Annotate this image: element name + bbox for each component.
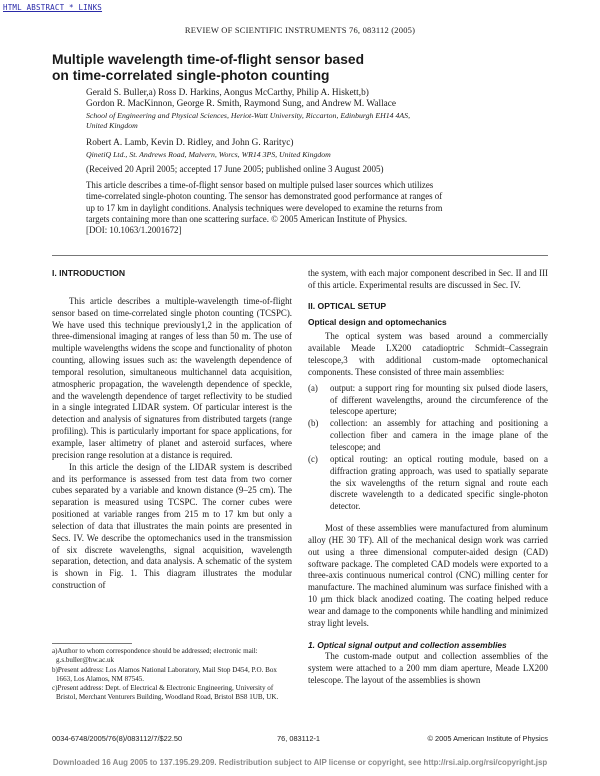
assembly-list-item xyxy=(308,454,548,513)
author-list-2: Robert A. Lamb, Kevin D. Ridley, and John G. Rarityc) xyxy=(86,138,294,148)
footnote-a: a)Author to whom correspondence should be addressed; electronic mail: g.s.buller@hw.ac.uk xyxy=(52,647,258,665)
footer-copyright: © 2005 American Institute of Physics xyxy=(427,734,548,743)
footer-issn: 0034-6748/2005/76(8)/083112/7/$22.50 xyxy=(52,734,183,743)
left-column xyxy=(52,268,292,592)
affiliation-2: QinetiQ Ltd., St. Andrews Road, Malvern, Worcs, WR14 3PS, United Kingdom xyxy=(86,150,331,159)
intro-continuation: the system, with each major component described in Sec. II and III of this article. Experimental results are discussed in Sec. IV. xyxy=(308,268,548,290)
footnote-b: b)Present address: Los Alamos National Laboratory, Mail Stop D454, P.O. Box 1663, Los Alamos, NM 87545. xyxy=(52,665,277,683)
authors-line-1: Gerald S. Buller,a) Ross D. Harkins, Aongus McCarthy, Philip A. Hiskett,b) xyxy=(86,88,369,98)
article-title xyxy=(52,52,364,83)
footnote-c: c)Present address: Dept. of Electrical & Electronic Engineering, University of Bristol, Merchant Venturers Building, Woodland Road, Bristol BS8 1UB, UK. xyxy=(52,684,279,702)
footnotes xyxy=(52,647,292,703)
affil-line-1: School of Engineering and Physical Sciences, Heriot-Watt University, Riccarton, Edinburgh EH14 4AS, xyxy=(86,111,411,120)
title-line-2: on time-correlated single-photon counting xyxy=(52,67,330,83)
optical-paragraph-1: The optical system was based around a commercially available Meade LX200 catadioptric Schmidt–Cassegrain telescope,3 with additional custom-made optomechanical components. These consisted of three main assemblies: xyxy=(308,331,548,377)
subsection-heading-optical-design: Optical design and optomechanics xyxy=(308,316,447,327)
right-column xyxy=(308,268,548,687)
section-heading-introduction: I. INTRODUCTION xyxy=(52,268,126,278)
list-text: output: a support ring for mounting six pulsed diode lasers, of different wavelengths, around the circumference of the telescope aperture; xyxy=(330,382,548,417)
authors-line-2: Gordon R. MacKinnon, George R. Smith, Raymond Sung, and Andrew M. Wallace xyxy=(86,99,397,109)
abstract-line: up to 17 km in daylight conditions. Analysis techniques were developed to examine the returns from xyxy=(86,202,443,213)
intro-paragraph-2: In this article the design of the LIDAR system is described and its performance is assessed from test data from two corner cubes separated by a variable and known distance (9–25 cm). The separation is measured using TCSPC. The corner cubes were positioned at variable ranges from 215 m to 17 km but only a selection of data that illustrates the main points are presented in Secs. IV. We describe the optomechanics used in the transmission of six discrete wavelengths, signal acquisition, wavelength separation, detection, and data analysis. A schematic of the system is shown in Fig. 1. This diagram illustrates the modular construction of xyxy=(52,461,292,591)
author-list-1 xyxy=(86,88,396,110)
list-text: optical routing: an optical routing module, based on a diffraction grating approach, was used to spatially separate the six wavelengths of the return signal and route each discrete wavelength to a dedicated specific single-photon detector. xyxy=(330,453,548,512)
affiliation-1 xyxy=(86,111,410,131)
doi-link[interactable]: [DOI: 10.1063/1.2001672] xyxy=(86,225,182,236)
list-label: (b) xyxy=(308,418,319,429)
abstract xyxy=(86,180,511,236)
abstract-links-bar[interactable]: HTML ABSTRACT * LINKS xyxy=(3,3,103,12)
optical-paragraph-3: The custom-made output and collection assemblies of the system were attached to a 200 mm diam aperture, Meade LX200 telescope. The layout of the assemblies is shown xyxy=(308,651,548,686)
section-heading-optical-setup: II. OPTICAL SETUP xyxy=(308,300,387,311)
footer-page: 76, 083112-1 xyxy=(277,734,321,743)
subsubsection-heading-output-collection: 1. Optical signal output and collection assemblies xyxy=(308,639,507,650)
title-line-1: Multiple wavelength time-of-flight sensor based xyxy=(52,52,364,67)
abstract-line: targets containing more than one scattering surface. © 2005 American Institute of Physics. xyxy=(86,213,408,224)
assembly-list-item xyxy=(308,418,548,454)
list-label: (c) xyxy=(308,453,318,464)
list-text: collection: an assembly for attaching and positioning a collection fiber and camera in the image plane of the telescope; and xyxy=(330,418,548,452)
list-label: (a) xyxy=(308,382,318,393)
abstract-line: time-correlated single-photon counting. The sensor has demonstrated good performance at ranges of xyxy=(86,191,443,202)
journal-header: REVIEW OF SCIENTIFIC INSTRUMENTS 76, 083112 (2005) xyxy=(184,25,416,35)
assembly-list-item xyxy=(308,383,548,419)
abstract-line: This article describes a time-of-flight sensor based on multiple pulsed laser sources which utilizes xyxy=(86,180,434,190)
received-dates: (Received 20 April 2005; accepted 17 June 2005; published online 3 August 2005) xyxy=(86,164,384,174)
footnote-divider xyxy=(52,643,132,644)
download-notice: Downloaded 16 Aug 2005 to 137.195.29.209. Redistribution subject to AIP license or copyright, see http://rsi.aip.org/rsi/copyright.jsp xyxy=(52,758,548,767)
intro-paragraph-1: This article describes a multiple-wavelength time-of-flight sensor based on time-correlated single photon counting (TCSPC). We have used this technique previously1,2 in the application of three-dimensional imaging at ranges of less than 50 m. The use of multiple wavelengths widens the scope and functionality of photon counting, allowing issues such as: the wavelength dependence of temporal resolution, simultaneous multichannel data acquisition, atmospheric propagation, the wavelength dependence of speckle, and the wavelength dependence of target reflectivity to be studied in a single integrated LIDAR system. Of particular interest is the detection and analysis of signatures from distributed targets (range profiling). This is particularly important for space applications, for example, laser altimetry of planet and asteroid surfaces, where precision range resolution at a distance is required. xyxy=(52,295,292,460)
optical-paragraph-2: Most of these assemblies were manufactured from aluminum alloy (HE 30 TF). All of the mechanical design work was carried out using a three dimensional computer-aided design (CAD) software package. The completed CAD models were exported to a three-axis continuous numerical control (CNC) milling center for manufacture. The machined aluminum was surface finished with a 10 μm thick black anodized coating. The coating helped reduce wear and damage to the components while handling and minimized stray light levels. xyxy=(308,523,548,628)
header-divider xyxy=(52,255,548,256)
affil-line-2: United Kingdom xyxy=(86,121,138,130)
